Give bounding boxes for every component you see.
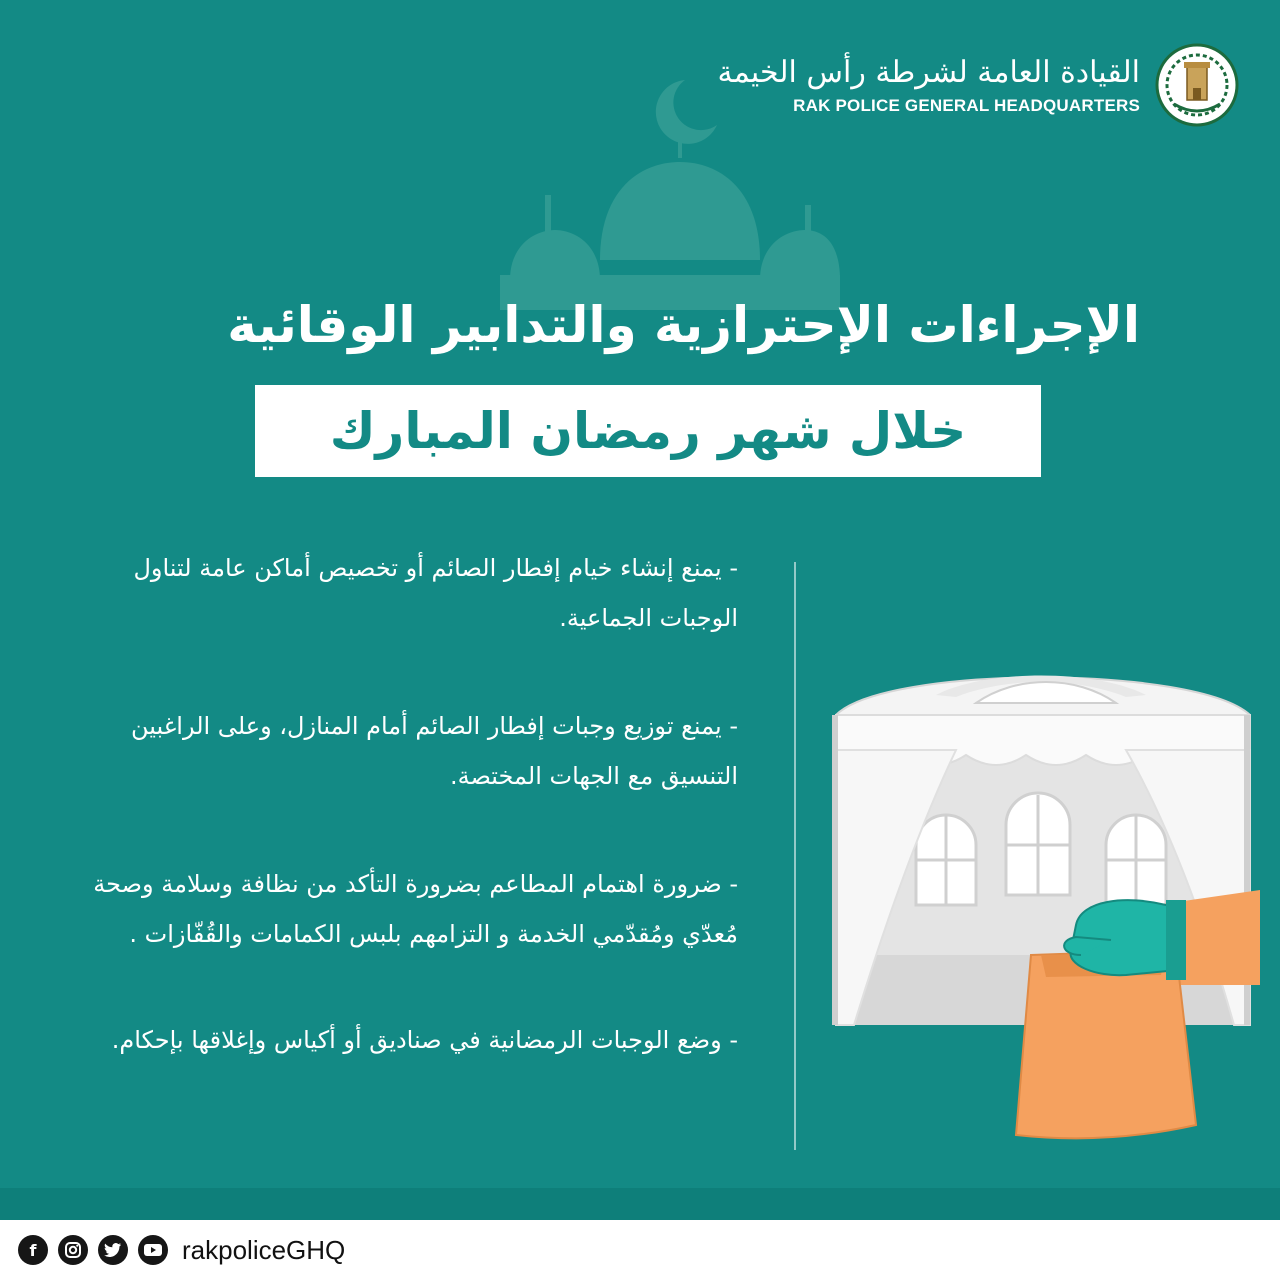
vertical-divider — [794, 562, 796, 1150]
youtube-icon[interactable] — [138, 1235, 168, 1265]
social-links — [18, 1235, 168, 1265]
twitter-icon[interactable] — [98, 1235, 128, 1265]
facebook-icon[interactable]: f — [18, 1235, 48, 1265]
subtitle-banner — [255, 385, 1041, 477]
rule-item: - يمنع إنشاء خيام إفطار الصائم أو تخصيص أماكن عامة لتناول الوجبات الجماعية. — [133, 554, 738, 632]
org-name-english: RAK POLICE GENERAL HEADQUARTERS — [793, 96, 1140, 115]
rule-item: - ضرورة اهتمام المطاعم بضرورة التأكد من نظافة وسلامة وصحة مُعدّي ومُقدّمي الخدمة و التزامهم بلبس الكمامات والقُفّازات . — [93, 870, 738, 948]
tent-illustration-icon — [826, 655, 1260, 1145]
rule-item: - يمنع توزيع وجبات إفطار الصائم أمام المنازل، وعلى الراغبين التنسيق مع الجهات المختصة. — [130, 712, 738, 790]
org-name-arabic: القيادة العامة لشرطة رأس الخيمة — [717, 55, 1140, 90]
social-handle[interactable]: rakpoliceGHQ — [182, 1234, 346, 1265]
instagram-icon[interactable] — [58, 1235, 88, 1265]
page-subtitle: خلال شهر رمضان المبارك — [329, 402, 967, 460]
rule-item: - وضع الوجبات الرمضانية في صناديق أو أكياس وإغلاقها بإحكام. — [111, 1026, 738, 1054]
page-title: الإجراءات الإحترازية والتدابير الوقائية — [227, 296, 1140, 354]
footer — [0, 1220, 1280, 1280]
header — [718, 42, 1241, 128]
org-name — [718, 54, 1141, 116]
rak-police-emblem-icon — [1154, 42, 1240, 128]
footer-band — [0, 1188, 1280, 1220]
rules-list — [60, 543, 738, 1123]
